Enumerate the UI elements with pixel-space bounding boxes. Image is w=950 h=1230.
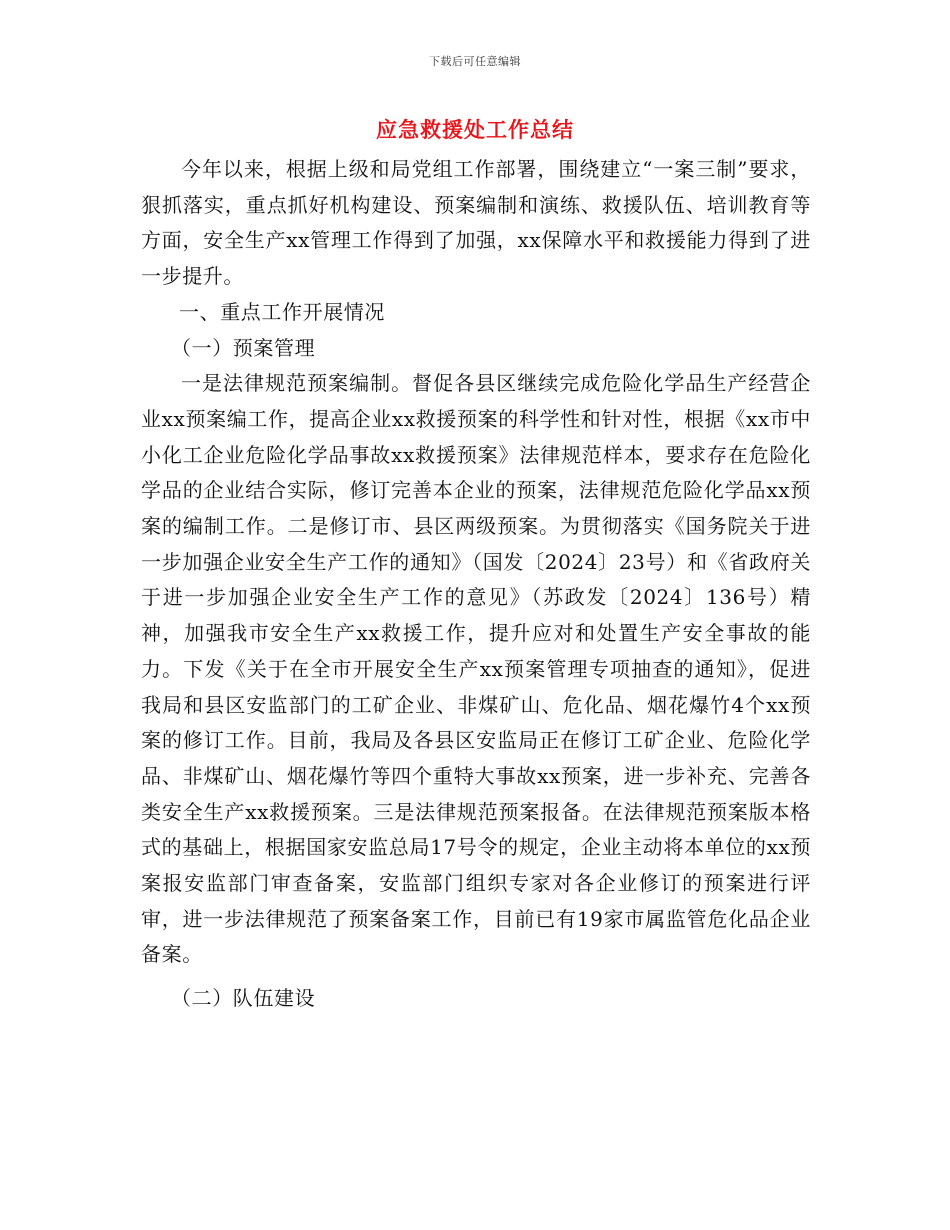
subsection-heading-team-building: （二）队伍建设 [171,986,316,1011]
page-header-note: 下载后可任意编辑 [429,55,521,68]
subsection-heading-plan-management: （一）预案管理 [171,335,316,360]
intro-paragraph: 今年以来，根据上级和局党组工作部署，围绕建立“一案三制”要求，狠抓落实，重点抓好机构建设、预案编制和演练、救援队伍、培训教育等方面，安全生产xx管理工作得到了加强，xx保障水平和救援能力得到了进一步提升。 [141,157,811,289]
section-heading-key-work: 一、重点工作开展情况 [179,299,385,324]
document-body [141,152,811,1017]
plan-management-paragraph: 一是法律规范预案编制。督促各县区继续完成危险化学品生产经营企业xx预案编工作，提高企业xx救援预案的科学性和针对性，根据《xx市中小化工企业危险化学品事故xx救援预案》法律规范样本，要求存在危险化学品的企业结合实际，修订完善本企业的预案，法律规范危险化学品xx预案的编制工作。二是修订市、县区两级预案。为贯彻落实《国务院关于进一步加强企业安全生产工作的通知》（国发〔2024〕23号）和《省政府关于进一步加强企业安全生产工作的意见》（苏政发〔2024〕136号）精神，加强我市安全生产xx救援工作，提升应对和处置生产安全事故的能力。下发《关于在全市开展安全生产xx预案管理专项抽查的通知》，促进我局和县区安监部门的工矿企业、非煤矿山、危化品、烟花爆竹4个xx预案的修订工作。目前，我局及各县区安监局正在修订工矿企业、危险化学品、非煤矿山、烟花爆竹等四个重特大事故xx预案，进一步补充、完善各类安全生产xx救援预案。三是法律规范预案报备。在法律规范预案版本格式的基础上，根据国家安监总局17号令的规定，企业主动将本单位的xx预案报安监部门审查备案，安监部门组织专家对各企业修订的预案进行评审，进一步法律规范了预案备案工作，目前已有19家市属监管危化品企业备案。 [141,371,811,967]
document-title: 应急救援处工作总结 [376,117,574,142]
